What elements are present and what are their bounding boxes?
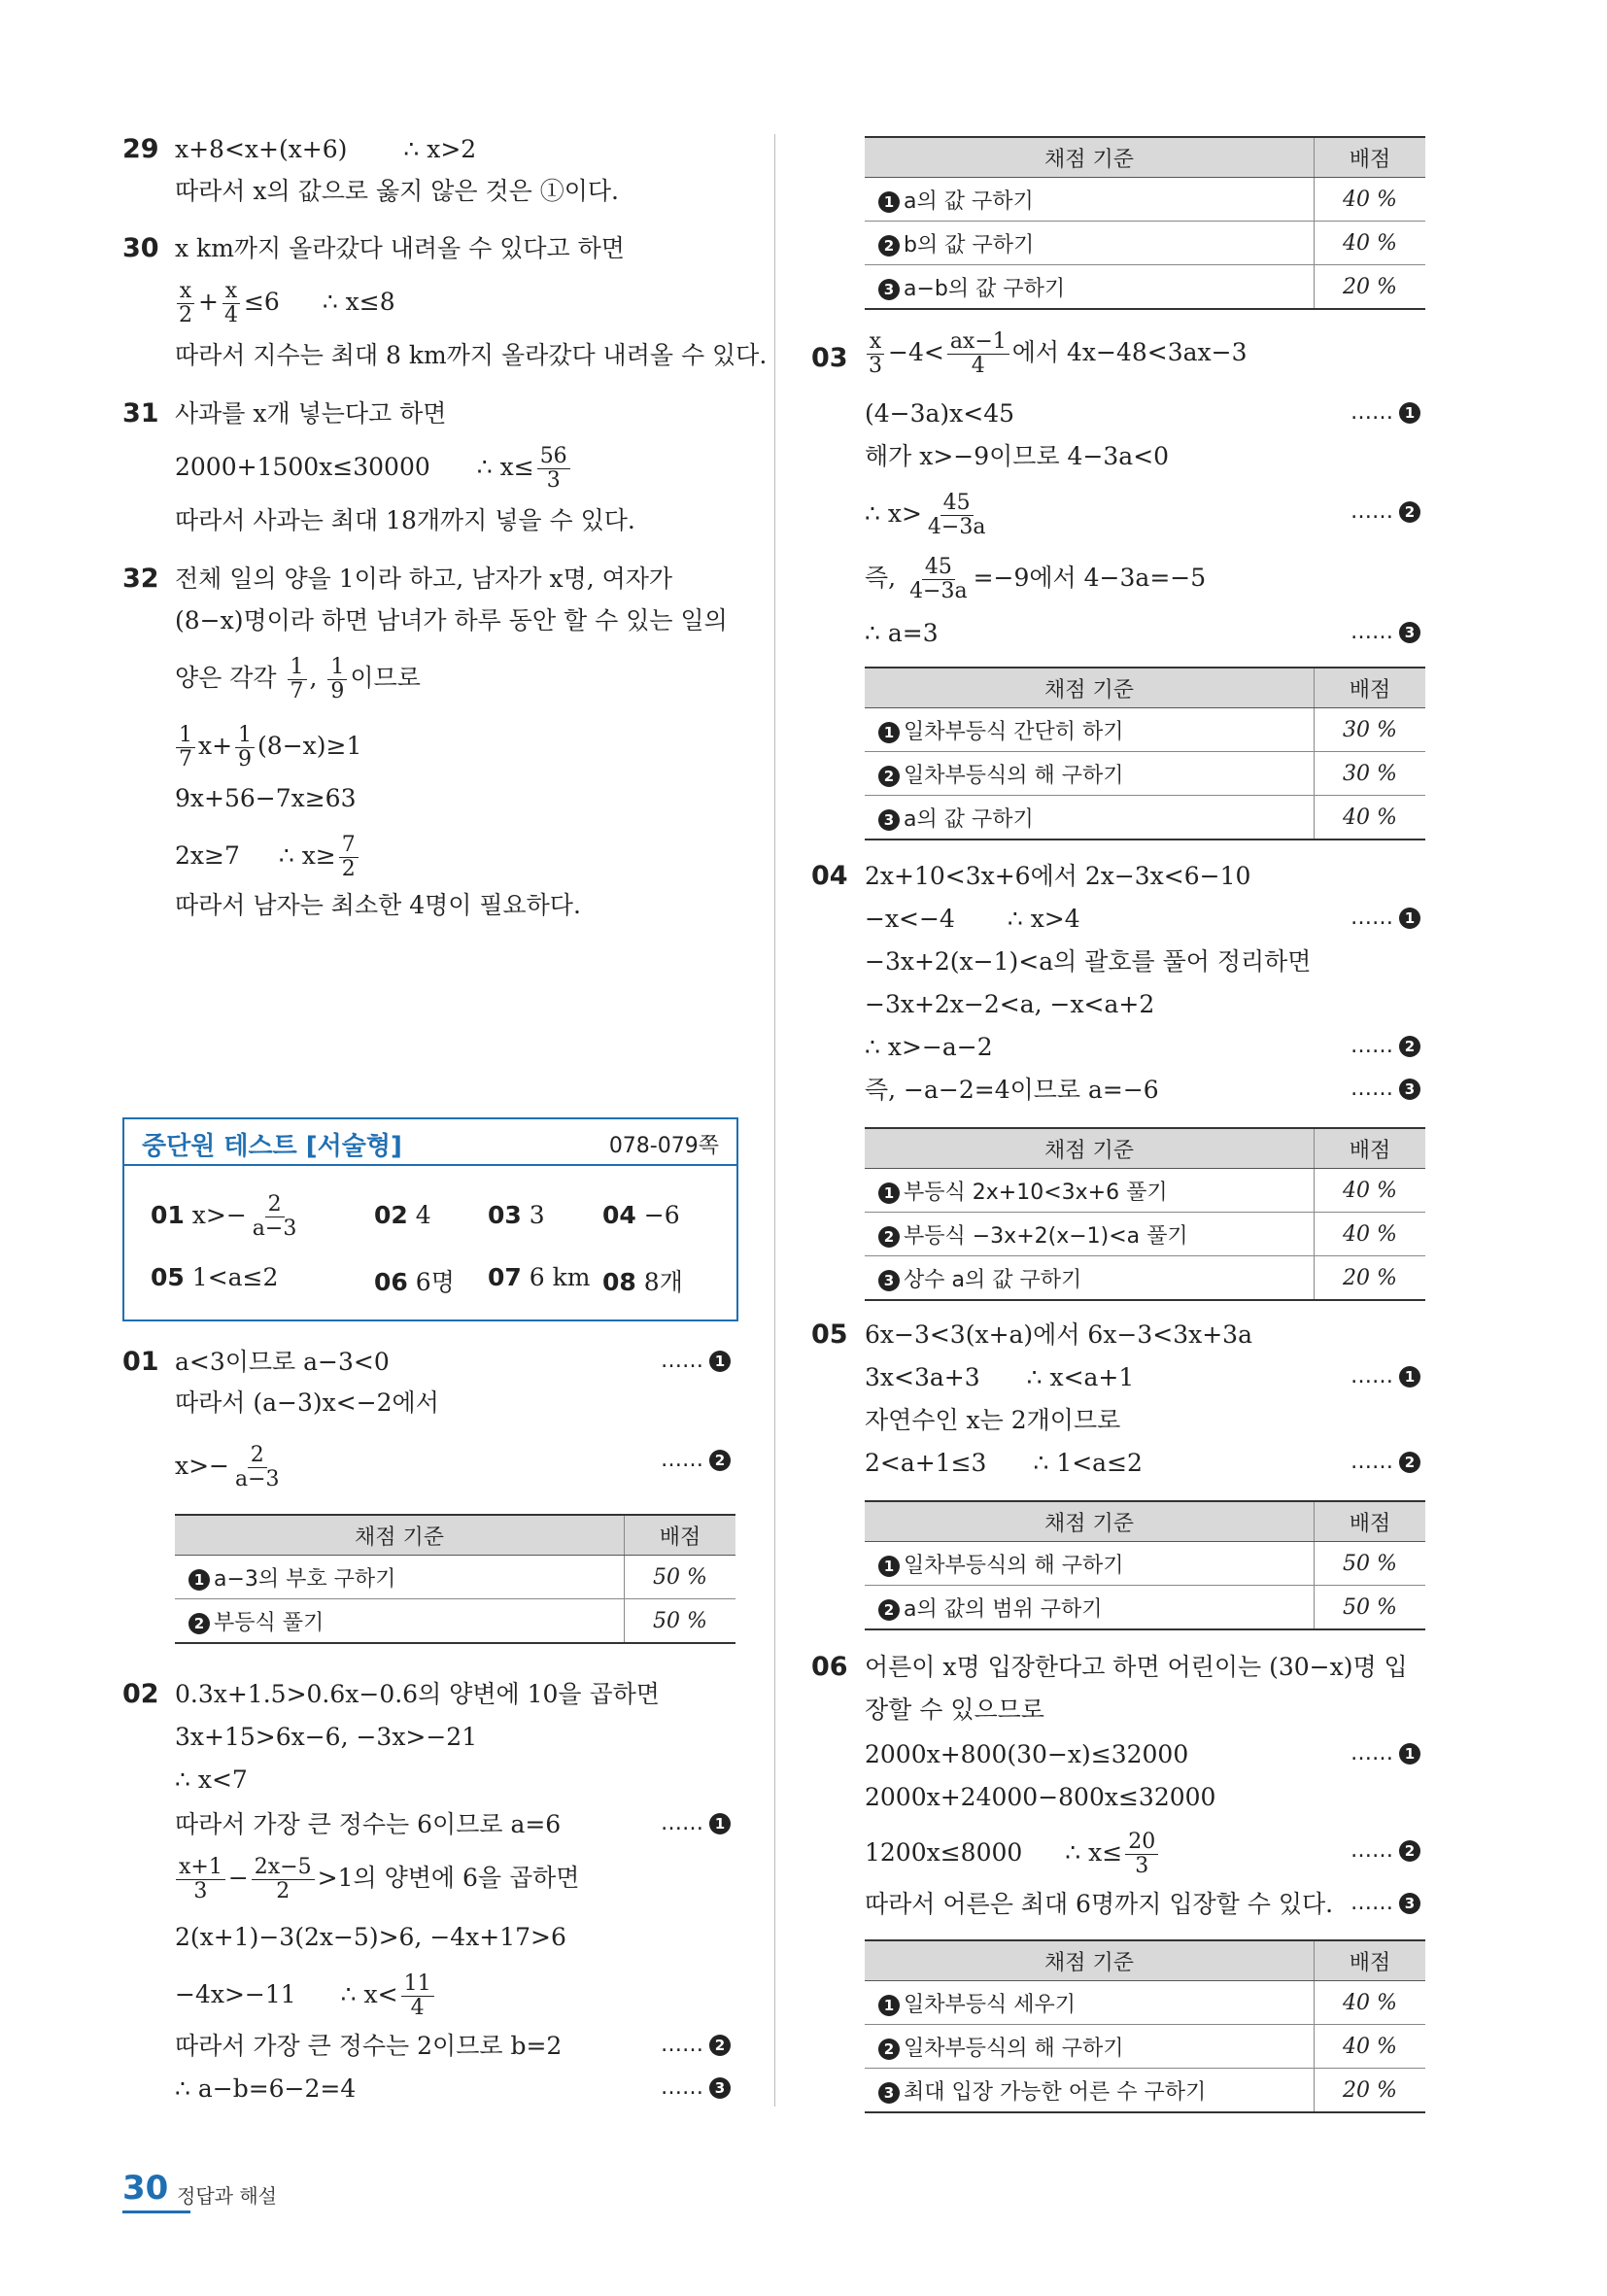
q03-mark2: …… 2 [1351,499,1420,524]
q03-line4: ∴ x> $\frac{45}{4-3a}$ [865,491,986,539]
q06-line4: 2000x+24000−800x≤32000 [865,1783,1216,1811]
question-06-number: 06 [811,1652,848,1682]
problem-29-number: 29 [122,134,159,164]
q05-line1: 6x−3<3(x+a)에서 6x−3<3x+3a [865,1320,1252,1349]
q06-line6: 따라서 어른은 최대 6명까지 입장할 수 있다. [865,1890,1334,1918]
question-05-number: 05 [811,1319,848,1350]
table-row: 3 최대 입장 가능한 어른 수 구하기 20 % [865,2069,1425,2113]
q04-mark1: …… 1 [1351,906,1420,930]
p32-line3: 양은 각각 $\frac{1}{7}$ , $\frac{1}{9}$ 이므로 [175,655,421,703]
q04-line1: 2x+10<3x+6에서 2x−3x<6−10 [865,862,1251,890]
box-pages: 078-079쪽 [608,1134,719,1158]
q02-mark3: …… 3 [661,2075,731,2100]
q03-mark1: …… 1 [1351,400,1420,425]
q05-mark2: …… 2 [1351,1450,1420,1474]
answer-04: 04 −6 [602,1201,680,1229]
p29-line1: x+8<x+(x+6) ∴ x>2 [175,135,477,163]
p30-line3: 따라서 지수는 최대 8 km까지 올라갔다 내려올 수 있다. [175,341,768,369]
q05-mark1: …… 1 [1351,1364,1420,1388]
q02-line4: 따라서 가장 큰 정수는 6이므로 a=6 [175,1810,562,1838]
question-04-number: 04 [811,861,848,891]
q02-line6: 2(x+1)−3(2x−5)>6, −4x+17>6 [175,1923,566,1951]
q02-line9: ∴ a−b=6−2=4 [175,2074,357,2103]
table-row: 1 a−3의 부호 구하기 50 % [175,1556,735,1599]
q04-scoring-table: 채점 기준 배점 1 부등식 2x+10<3x+6 풀기 40 % 2 부등식 −3x+2(x−1)<a 풀기 40 % 3 상수 a의 값 구하기 20 % [865,1127,1425,1301]
q06-line2: 장할 수 있으므로 [865,1696,1044,1724]
q03-line2: (4−3a)x<45 [865,399,1015,428]
p32-line5: 9x+56−7x≥63 [175,784,357,812]
problem-31-number: 31 [122,398,159,428]
q06-line5: 1200x≤8000 ∴ x≤ $\frac{20}{3}$ [865,1831,1161,1878]
p32-line1: 전체 일의 양을 1이라 하고, 남자가 x명, 여자가 [175,565,673,593]
q06-mark3: …… 3 [1351,1891,1420,1915]
q06-mark1: …… 1 [1351,1741,1420,1765]
q02-line5: $\frac{x+1}{3}$ − $\frac{2x-5}{2}$ >1의 양변에 6을 곱하면 [173,1856,579,1903]
footer-label: 정답과 해설 [177,2184,277,2208]
q04-line3: −3x+2(x−1)<a의 괄호를 풀어 정리하면 [865,947,1312,976]
table-row: 1 부등식 2x+10<3x+6 풀기 40 % [865,1169,1425,1213]
q04-line6: 즉, −a−2=4이므로 a=−6 [865,1076,1159,1104]
q04-mark3: …… 3 [1351,1077,1420,1101]
p31-line2: 2000+1500x≤30000 ∴ x≤ $\frac{56}{3}$ [175,445,573,493]
q04-line5: ∴ x>−a−2 [865,1033,993,1061]
table-row: 3 상수 a의 값 구하기 20 % [865,1256,1425,1301]
table-row: 2 일차부등식의 해 구하기 30 % [865,752,1425,796]
answer-03: 03 3 [488,1201,545,1229]
table-row: 2 부등식 풀기 50 % [175,1599,735,1644]
q06-mark2: …… 2 [1351,1838,1420,1863]
q03-line6: ∴ a=3 [865,619,939,647]
q01-scoring-table: 채점 기준 배점 1 a−3의 부호 구하기 50 % 2 부등식 풀기 50 % [175,1514,735,1644]
table-row: 3 a의 값 구하기 40 % [865,796,1425,840]
problem-30-number: 30 [122,233,159,263]
q02-mark2: …… 2 [661,2033,731,2057]
q02-mark1: …… 1 [661,1811,731,1835]
p29-line2: 따라서 x의 값으로 옳지 않은 것은 ①이다. [175,177,619,205]
q05-line4: 2<a+1≤3 ∴ 1<a≤2 [865,1449,1143,1477]
q05-line2: 3x<3a+3 ∴ x<a+1 [865,1363,1135,1391]
q03-mark3: …… 3 [1351,620,1420,644]
q05-line3: 자연수인 x는 2개이므로 [865,1406,1121,1434]
p32-line4: $\frac{1}{7}$ x+ $\frac{1}{9}$ (8−x)≥1 [173,724,361,771]
column-divider [774,134,775,2107]
q03-line5: 즉, $\frac{45}{4-3a}$ =−9에서 4−3a=−5 [865,555,1207,603]
q04-line4: −3x+2x−2<a, −x<a+2 [865,990,1155,1018]
q02-line2: 3x+15>6x−6, −3x>−21 [175,1723,478,1751]
answer-02: 02 4 [374,1201,431,1229]
p32-line7: 따라서 남자는 최소한 4명이 필요하다. [175,891,581,919]
answer-06: 06 6명 [374,1268,455,1296]
p32-line6: 2x≥7 ∴ x≥ $\frac{7}{2}$ [175,834,361,881]
table-row: 2 b의 값 구하기 40 % [865,222,1425,265]
q06-line1: 어른이 x명 입장한다고 하면 어린이는 (30−x)명 입 [865,1653,1408,1681]
answer-05: 05 1<a≤2 [151,1263,279,1291]
problem-32-number: 32 [122,564,159,594]
q04-mark2: …… 2 [1351,1034,1420,1058]
answer-07: 07 6 km [488,1263,591,1291]
q03-line3: 해가 x>−9이므로 4−3a<0 [865,442,1170,470]
box-title: 중단원 테스트 [서술형] [142,1132,402,1161]
q03-scoring-table: 채점 기준 배점 1 일차부등식 간단히 하기 30 % 2 일차부등식의 해 구하기 30 % 3 a의 값 구하기 40 % [865,667,1425,840]
question-01-number: 01 [122,1347,159,1377]
table-row: 1 일차부등식 세우기 40 % [865,1981,1425,2025]
table-row: 2 부등식 −3x+2(x−1)<a 풀기 40 % [865,1213,1425,1256]
question-03-number: 03 [811,343,848,373]
p30-line2: $\frac{x}{2}$ + $\frac{x}{4}$ ≤6 ∴ x≤8 [173,280,395,327]
q01-mark1: …… 1 [661,1349,731,1373]
q02-line3: ∴ x<7 [175,1765,248,1794]
answer-01: 01 x>− $\frac{2}{a-3}$ [151,1192,297,1241]
p30-line1: x km까지 올라갔다 내려올 수 있다고 하면 [175,234,625,262]
p32-line2: (8−x)명이라 하면 남녀가 하루 동안 할 수 있는 일의 [175,606,728,634]
table-row: 1 일차부등식 간단히 하기 30 % [865,708,1425,752]
q02-line8: 따라서 가장 큰 정수는 2이므로 b=2 [175,2032,563,2060]
q01-mark2: …… 2 [661,1448,731,1472]
q06-line3: 2000x+800(30−x)≤32000 [865,1740,1189,1768]
q05-scoring-table: 채점 기준 배점 1 일차부등식의 해 구하기 50 % 2 a의 값의 범위 구하기 50 % [865,1500,1425,1630]
q02-line7: −4x>−11 ∴ x< $\frac{11}{4}$ [175,1972,437,2020]
q02-line1: 0.3x+1.5>0.6x−0.6의 양변에 10을 곱하면 [175,1680,660,1708]
p31-line3: 따라서 사과는 최대 18개까지 넣을 수 있다. [175,506,635,534]
page-number: 30 [122,2169,169,2208]
q03-line1: $\frac{x}{3}$ −4< $\frac{ax-1}{4}$ 에서 4x−48<3ax−3 [863,330,1248,378]
q01-line2: 따라서 (a−3)x<−2에서 [175,1388,439,1417]
q01-line3: x>− $\frac{2}{a-3}$ [175,1443,280,1491]
table-row: 1 일차부등식의 해 구하기 50 % [865,1542,1425,1586]
table-row: 3 a−b의 값 구하기 20 % [865,265,1425,310]
table-row: 2 a의 값의 범위 구하기 50 % [865,1586,1425,1630]
answer-08: 08 8개 [602,1268,683,1296]
q02-scoring-table: 채점 기준 배점 1 a의 값 구하기 40 % 2 b의 값 구하기 40 % 3 a−b의 값 구하기 20 % [865,136,1425,310]
q06-scoring-table: 채점 기준 배점 1 일차부등식 세우기 40 % 2 일차부등식의 해 구하기 40 % 3 최대 입장 가능한 어른 수 구하기 20 % [865,1939,1425,2113]
q01-line1: a<3이므로 a−3<0 [175,1348,390,1376]
table-row: 1 a의 값 구하기 40 % [865,178,1425,222]
table-row: 2 일차부등식의 해 구하기 40 % [865,2025,1425,2069]
footer-underline [122,2210,190,2213]
question-02-number: 02 [122,1679,159,1709]
p31-line1: 사과를 x개 넣는다고 하면 [175,399,447,428]
q04-line2: −x<−4 ∴ x>4 [865,905,1080,933]
